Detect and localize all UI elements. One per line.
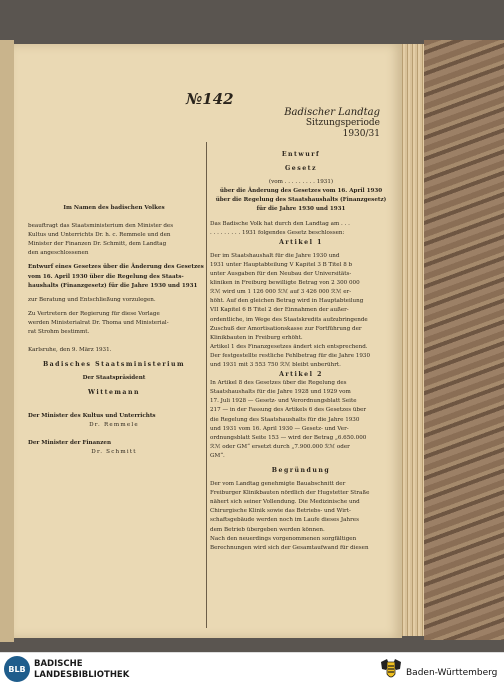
library-name[interactable] <box>34 659 129 681</box>
entwurf-line: haushalts (Finanzgesetz) für die Jahre 1930 und 1931 <box>28 282 198 289</box>
landtag-session: Sitzungsperiode <box>305 118 380 128</box>
intro-line: . . . . . . . . . 1931 folgendes Gesetz beschlossen: <box>210 229 345 236</box>
blb-logo[interactable]: BLB <box>4 656 30 682</box>
artikel-1-line: unter Ausgaben für den Neubau der Universitäts- <box>210 271 352 278</box>
state-coat-of-arms-icon <box>378 658 404 682</box>
artikel-1-line: VII Kapitel 6 B Titel 2 der Einnahmen der außer- <box>210 307 349 314</box>
begruendung-line: Nach den neuerdings vorgenommenen sorgfältigen <box>210 535 357 542</box>
left-heading: Im Namen des badischen Volkes <box>63 205 165 211</box>
artikel-2-line: In Artikel 8 des Gesetzes über die Regelung des <box>210 380 347 387</box>
gesetz-heading: Gesetz <box>284 165 317 173</box>
artikel-1-line: Zuschuß der Amortisationskasse zur Fortführung der <box>210 325 362 332</box>
begruendung-line: Berechnungen wird sich der Gesamtaufwand für diesen <box>210 544 369 551</box>
begruendung-line: schaftsgebäude werden noch im Laufe dieses Jahres <box>210 517 359 524</box>
kultus-minister-title: Der Minister des Kultus und Unterrichts <box>28 412 156 419</box>
artikel-1-line: 1931 unter Hauptabteilung V Kapitel 3 B Titel 8 b <box>210 261 353 268</box>
right-column <box>210 150 392 553</box>
kultus-minister-name: Dr. Remmele <box>89 421 139 428</box>
left-line: den angeschlossenen <box>28 250 89 257</box>
president-title: Der Staatspräsident <box>82 375 146 382</box>
landtag-header <box>284 107 380 140</box>
entwurf-line: vom 16. April 1930 über die Regelung des Staats- <box>28 273 184 280</box>
artikel-2-line: 217 — in der Fassung des Artikels 6 des Gesetzes über <box>210 407 367 414</box>
column-divider <box>206 142 207 628</box>
law-title-line: für die Jahre 1930 und 1931 <box>256 206 346 213</box>
artikel-1-line: ℛℳ wird um 1 126 000 ℛℳ auf 3 426 000 ℛℳ er- <box>210 289 352 296</box>
begruendung-line: Der vom Landtag genehmigte Bauabschnitt der <box>210 481 346 488</box>
president-name: Wittemann <box>88 389 140 397</box>
intro-line: Das Badische Volk hat durch den Landtag am . . . <box>210 220 350 227</box>
library-name-line-2: LANDESBIBLIOTHEK <box>34 670 130 680</box>
artikel-2-line: ordnungsblatt Seite 153 — wird der Betrag „6.650.000 <box>210 434 367 441</box>
artikel-1-line: Der im Staatshaushalt für die Jahre 1930 und <box>210 252 340 259</box>
artikel-1-line: und 1931 mit 3 553 750 ℛℳ bleibt unberührt. <box>210 361 341 368</box>
artikel-1-line: Klinikbauten in Freiburg erhöht. <box>210 334 303 341</box>
left-line: beauftragt das Staatsministerium den Minister des <box>28 223 174 230</box>
vertreter-line: Zu Vertretern der Regierung für diese Vorlage <box>28 310 160 317</box>
library-name-line-1: BADISCHE <box>34 659 83 669</box>
begruendung-heading: Begründung <box>271 467 331 474</box>
artikel-1-line: höht. Auf den gleichen Betrag wird in Hauptabteilung <box>210 298 364 305</box>
begruendung-line: Chirurgische Klinik sowie das Betriebs- und Wirt- <box>210 508 351 515</box>
left-line: Minister der Finanzen Dr. Schmitt, dem Landtag <box>28 241 167 248</box>
book-binding <box>424 40 504 640</box>
ministry-name: Badisches Staatsministerium <box>42 361 186 369</box>
artikel-2-line: und 1931 vom 16. April 1930 — Gesetz- und Ver- <box>210 425 349 432</box>
artikel-1-line: ordentliche, im Wege des Staatskredits aufzubringende <box>210 316 368 323</box>
artikel-1-line: kliniken in Freiburg bewilligte Betrag von 2 300 000 <box>210 280 360 287</box>
finanz-minister-title: Der Minister der Finanzen <box>28 439 112 446</box>
begruendung-line: Freiburger Klinikbauten nördlich der Hugstetter Straße <box>210 490 370 497</box>
begruendung-line: dem Betrieb übergeben werden können. <box>210 526 325 533</box>
artikel-2-line: Staatshaushalts für die Jahre 1928 und 1929 vom <box>210 389 351 396</box>
artikel-1-line: Artikel 1 des Finanzgesetzes ändert sich entsprechend. <box>210 343 368 350</box>
left-line: Kultus und Unterrichts Dr. h. c. Remmele und den <box>28 232 171 239</box>
law-title-line: über die Änderung des Gesetzes vom 16. April 1930 <box>219 188 383 195</box>
place-date: Karlsruhe, den 9. März 1931. <box>28 347 112 354</box>
vom-line: (vom . . . . . . . . . 1931) <box>268 179 334 186</box>
law-title-line: über die Regelung des Staatshaushalts (Finanzgesetz) <box>215 197 387 204</box>
document-page <box>14 44 402 638</box>
page-edges <box>400 44 424 636</box>
vertreter-line: rat Strohm bestimmt. <box>28 329 90 336</box>
artikel-2-line: die Regelung des Staatshaushalts für die Jahre 1930 <box>210 416 360 423</box>
artikel-1-line: Der festgestellte restliche Fehlbetrag für die Jahre 1930 <box>210 352 371 359</box>
vertreter-line: werden Ministerialrat Dr. Thoma und Ministerial- <box>28 319 169 326</box>
state-name: Baden-Württemberg <box>406 668 498 678</box>
artikel-2-line: ℛℳ oder GM“ ersetzt durch „7.900.000 ℛℳ oder <box>210 443 350 450</box>
begruendung-line: nähert sich seiner Vollendung. Die Medizinische und <box>210 499 360 506</box>
left-column <box>28 204 204 457</box>
entwurf-line: Entwurf eines Gesetzes über die Änderung des Gesetzes <box>28 264 204 271</box>
landtag-period: 1930/31 <box>342 129 380 139</box>
landtag-title: Badischer Landtag <box>284 107 380 118</box>
artikel-1-heading: Artikel 1 <box>279 238 323 246</box>
artikel-2-line: GM“. <box>210 452 225 459</box>
entwurf-heading: Entwurf <box>281 151 321 158</box>
artikel-2-line: 17. Juli 1928 — Gesetz- und Verordnungsblatt Seite <box>210 398 357 405</box>
document-number: №142 <box>186 90 234 108</box>
finanz-minister-name: Dr. Schmitt <box>91 448 137 455</box>
artikel-2-heading: Artikel 2 <box>279 371 323 379</box>
book-cover-edge <box>0 40 14 642</box>
purpose-line: zur Beratung und Entschließung vorzulegen. <box>28 296 156 303</box>
